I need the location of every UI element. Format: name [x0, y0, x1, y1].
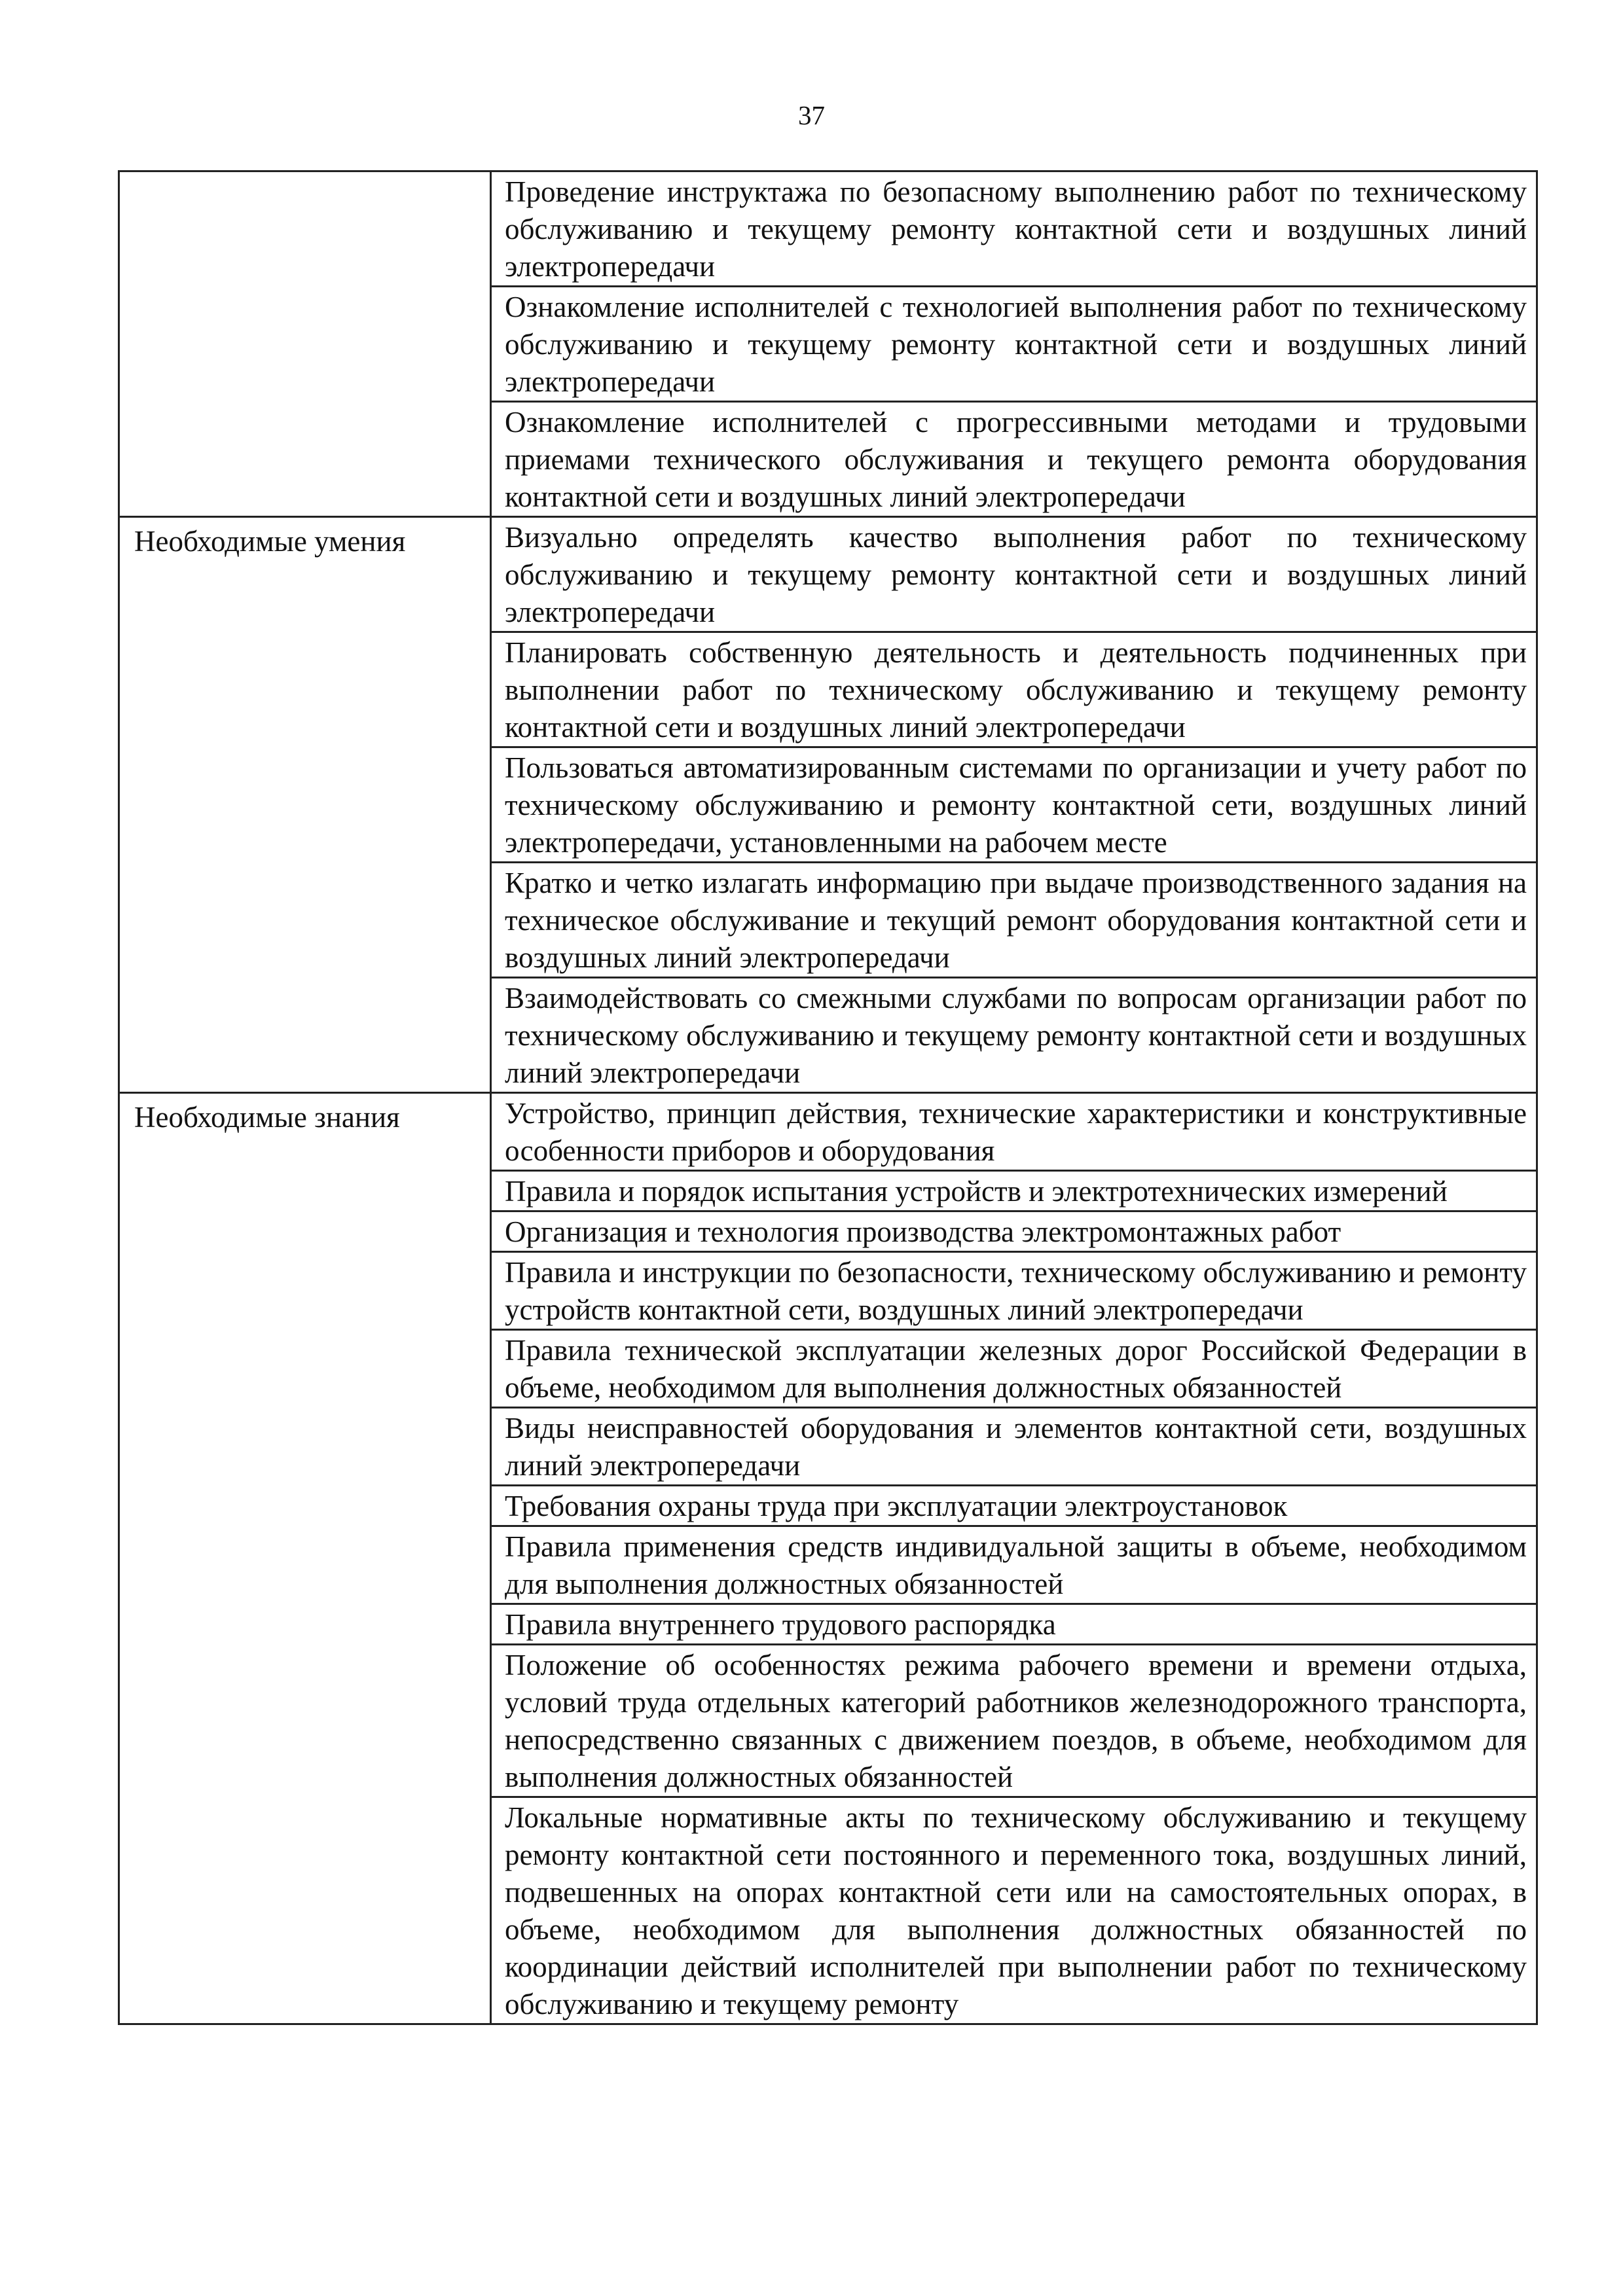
requirement-item: Кратко и четко излагать информацию при выдаче производственного задания на техническое обслуживание и текущий ремонт оборудования контактной сети и воздушных линий электропередачи — [491, 863, 1537, 978]
requirement-item: Визуально определять качество выполнения работ по техническому обслуживанию и текущему ремонту контактной сети и воздушных линий электропередачи — [491, 517, 1537, 632]
table-row — [119, 1093, 1537, 1171]
requirement-item: Ознакомление исполнителей с технологией выполнения работ по техническому обслуживанию и текущему ремонту контактной сети и воздушных линий электропередачи — [491, 287, 1537, 402]
table-body — [119, 171, 1537, 2024]
requirement-item: Проведение инструктажа по безопасному выполнению работ по техническому обслуживанию и текущему ремонту контактной сети и воздушных линий электропередачи — [491, 171, 1537, 287]
requirement-item: Организация и технология производства электромонтажных работ — [491, 1211, 1537, 1252]
requirement-item: Локальные нормативные акты по техническому обслуживанию и текущему ремонту контактной сети постоянного и переменного тока, воздушных линий, подвешенных на опорах контактной сети или на самостоятельных опорах, в объеме, необходимом для выполнения должностных обязанностей по координации действий исполнителей при выполнении работ по техническому обслуживанию и текущему ремонту — [491, 1797, 1537, 2024]
requirement-item: Пользоваться автоматизированным системами по организации и учету работ по техническому обслуживанию и ремонту контактной сети, воздушных линий электропередачи, установленными на рабочем месте — [491, 747, 1537, 863]
requirement-item: Требования охраны труда при эксплуатации электроустановок — [491, 1486, 1537, 1526]
section-label: Необходимые умения — [119, 517, 491, 1093]
requirement-item: Ознакомление исполнителей с прогрессивными методами и трудовыми приемами технического обслуживания и текущего ремонта оборудования контактной сети и воздушных линий электропередачи — [491, 402, 1537, 517]
requirement-item: Правила применения средств индивидуальной защиты в объеме, необходимом для выполнения должностных обязанностей — [491, 1526, 1537, 1604]
requirement-item: Правила внутреннего трудового распорядка — [491, 1604, 1537, 1645]
requirement-item: Планировать собственную деятельность и деятельность подчиненных при выполнении работ по техническому обслуживанию и текущему ремонту контактной сети и воздушных линий электропередачи — [491, 632, 1537, 747]
section-label: Необходимые знания — [119, 1093, 491, 2024]
requirement-item: Правила и инструкции по безопасности, техническому обслуживанию и ремонту устройств контактной сети, воздушных линий электропередачи — [491, 1252, 1537, 1330]
table-row — [119, 517, 1537, 632]
requirement-item: Виды неисправностей оборудования и элементов контактной сети, воздушных линий электропередачи — [491, 1408, 1537, 1486]
page-number: 37 — [798, 100, 825, 130]
table-row — [119, 171, 1537, 287]
requirement-item: Правила технической эксплуатации железных дорог Российской Федерации в объеме, необходимом для выполнения должностных обязанностей — [491, 1330, 1537, 1408]
requirements-table — [118, 170, 1538, 2025]
requirement-item: Положение об особенностях режима рабочего времени и времени отдыха, условий труда отдельных категорий работников железнодорожного транспорта, непосредственно связанных с движением поездов, в объеме, необходимом для выполнения должностных обязанностей — [491, 1645, 1537, 1797]
section-label-empty — [119, 171, 491, 517]
requirement-item: Устройство, принцип действия, технические характеристики и конструктивные особенности приборов и оборудования — [491, 1093, 1537, 1171]
requirement-item: Правила и порядок испытания устройств и электротехнических измерений — [491, 1171, 1537, 1211]
requirement-item: Взаимодействовать со смежными службами по вопросам организации работ по техническому обслуживанию и текущему ремонту контактной сети и воздушных линий электропередачи — [491, 978, 1537, 1093]
